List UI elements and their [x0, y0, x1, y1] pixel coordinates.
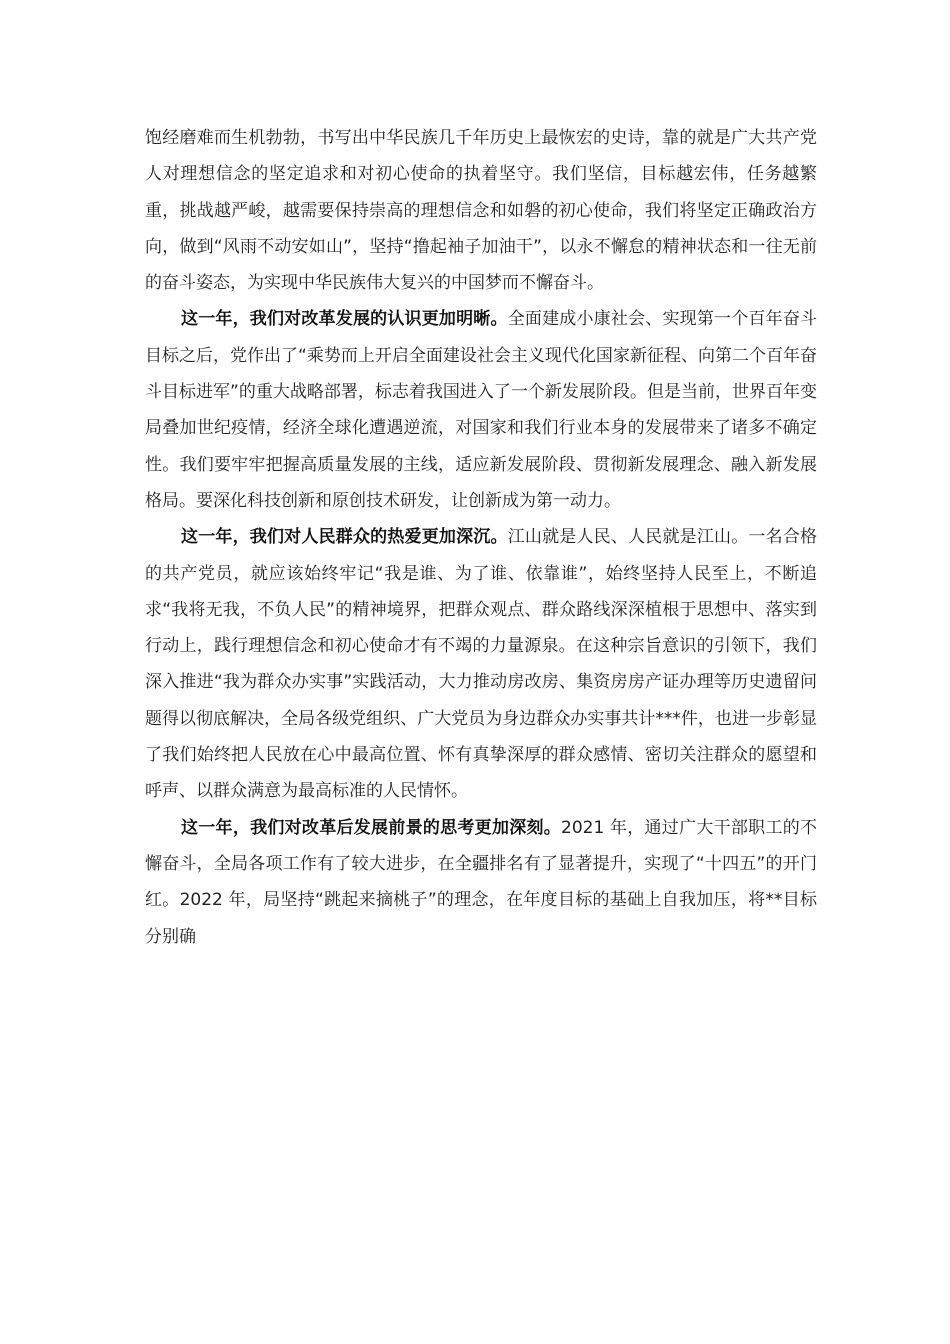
paragraph-1	[145, 120, 817, 301]
paragraph-2	[145, 301, 835, 519]
paragraph-2-lead: 这一年，我们对改革发展的认识更加明晰。	[181, 309, 508, 330]
paragraph-1-text: 饱经磨难而生机勃勃，书写出中华民族几千年历史上最恢宏的史诗，靠的就是广大共产党人对理想信念的坚定追求和对初心使命的执着坚守。我们坚信，目标越宏伟，任务越繁重，挑战越严峻，越需要保持崇高的理想信念和如磐的初心使命，我们将坚定正确政治方向，做到“风雨不动安如山”，坚持“撸起袖子加油干”，以永不懈怠的精神状态和一往无前的奋斗姿态，为实现中华民族伟大复兴的中国梦而不懈奋斗。	[145, 128, 817, 294]
paragraph-3	[145, 519, 817, 809]
document-body	[145, 120, 835, 955]
paragraph-2-text: 全面建成小康社会、实现第一个百年奋斗 目标之后，党作出了“乘势而上开启全面建设社会主义现代化国家新征程、向第二个百年奋斗目标进军”的重大战略部署，标志着我国进入了一个新发展阶段。但是当前，世界百年变局叠加世纪疫情，经济全球化遭遇逆流，对国家和我们行业本身的发展带来了诸多不确定性。我们要牢牢把握高质量发展的主线，适应新发展阶段、贯彻新发展理念、融入新发展 格局。要深化科技创新和原创技术研发，让创新成为第一动力。	[145, 309, 835, 511]
paragraph-3-lead: 这一年，我们对人民群众的热爱更加深沉。	[181, 527, 508, 548]
paragraph-3-text: 江山就是人民、人民就是江山。一名合格的共产党员，就应该始终牢记“我是谁、为了谁、依靠谁”，始终坚持人民至上，不断追求“我将无我，不负人民”的精神境界，把群众观点、群众路线深深植根于思想中、落实到行动上，践行理想信念和初心使命才有不竭的力量源泉。在这种宗旨意识的引领下，我们深入推进“我为群众办实事”实践活动，大力推动房改房、集资房房产证办理等历史遗留问题得以彻底解决，全局各级党组织、广大党员为身边群众办实事共计***件，也进一步彰显了我们始终把人民放在心中最高位置、怀有真挚深厚的群众感情、密切关注群众的愿望和呼声、以群众满意为最高标准的人民情怀。	[145, 527, 818, 802]
paragraph-4	[145, 810, 817, 955]
paragraph-4-text: 2021 年，通过广大干部职工的不懈奋斗，全局各项工作有了较大进步，在全疆排名有了显著提升，实现了“十四五”的开门红。2022 年，局坚持“跳起来摘桃子”的理念，在年度目标的基础上自我加压，将**目标分别确	[145, 817, 818, 947]
paragraph-4-lead: 这一年，我们对改革后发展前景的思考更加深刻。	[181, 817, 562, 838]
